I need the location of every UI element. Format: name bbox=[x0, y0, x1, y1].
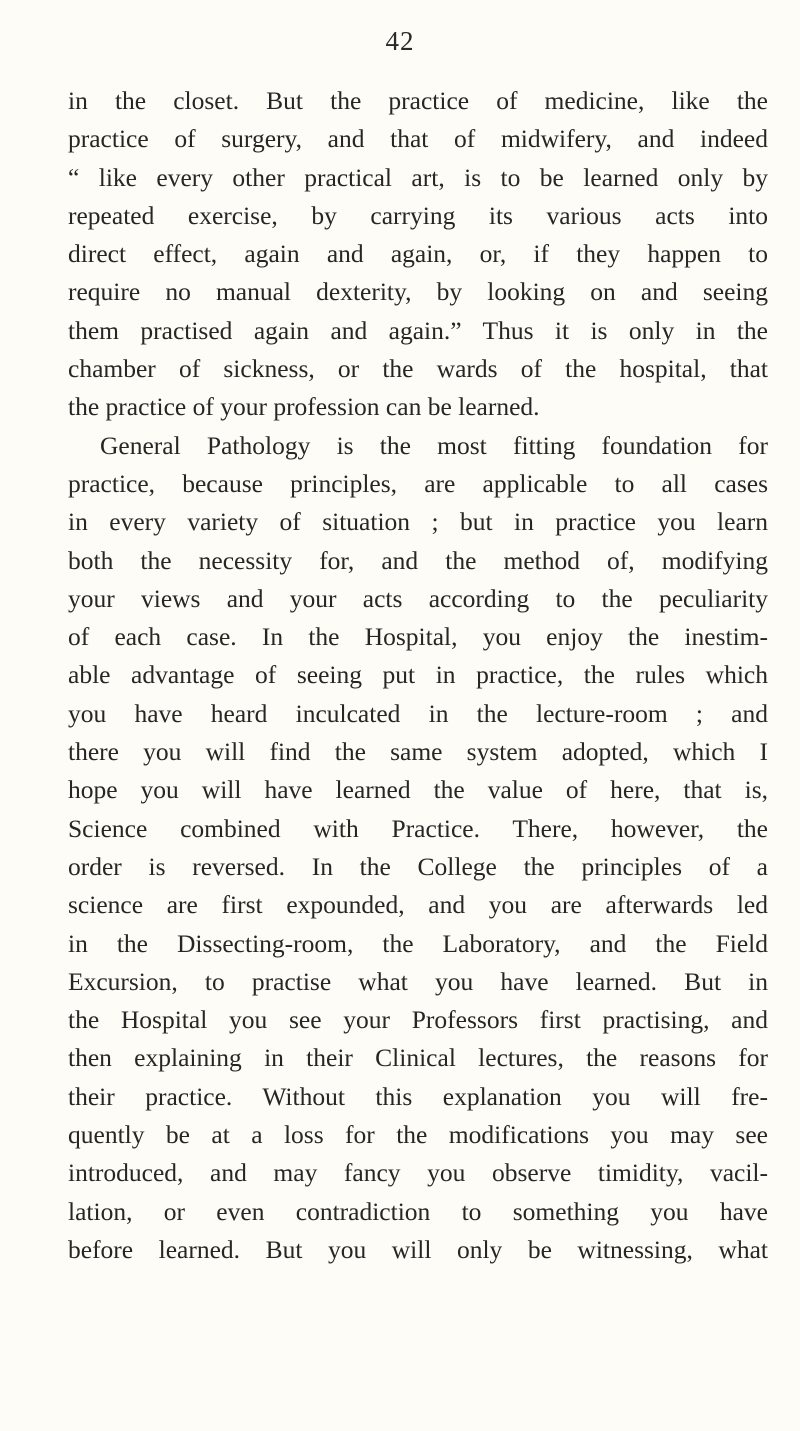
text-line: direct effect, again and again, or, if they happen to bbox=[68, 239, 768, 269]
text-line: chamber of sickness, or the wards of the hospital, that bbox=[68, 354, 768, 384]
text-line: your views and your acts according to the peculiarity bbox=[68, 583, 768, 613]
text-line: able advantage of seeing put in practice, the rules which bbox=[68, 660, 768, 690]
text-line: hope you will have learned the value of here, that is, bbox=[68, 775, 768, 805]
text-line: require no manual dexterity, by looking on and seeing bbox=[68, 277, 768, 307]
text-line: then explaining in their Clinical lectures, the reasons for bbox=[68, 1043, 768, 1073]
text-line: Excursion, to practise what you have learned. But in bbox=[68, 966, 768, 996]
body-text bbox=[68, 82, 768, 1269]
text-line: in the Dissecting-room, the Laboratory, and the Field bbox=[68, 928, 768, 958]
page-number: 42 bbox=[385, 26, 415, 56]
text-line: Science combined with Practice. There, however, the bbox=[68, 813, 768, 843]
paragraph-start-line: General Pathology is the most fitting foundation for bbox=[100, 430, 768, 460]
text-line: them practised again and again.” Thus it is only in the bbox=[68, 315, 768, 345]
text-line: the Hospital you see your Professors first practising, and bbox=[68, 1005, 768, 1035]
text-line: you have heard inculcated in the lecture-room ; and bbox=[68, 698, 768, 728]
text-line: practice, because principles, are applicable to all cases bbox=[68, 468, 768, 498]
text-line: introduced, and may fancy you observe timidity, vacil- bbox=[68, 1158, 768, 1188]
text-line: of each case. In the Hospital, you enjoy the inestim- bbox=[68, 622, 768, 652]
text-line: in every variety of situation ; but in practice you learn bbox=[68, 507, 768, 537]
text-line: both the necessity for, and the method of, modifying bbox=[68, 545, 768, 575]
text-line: in the closet. But the practice of medicine, like the bbox=[68, 86, 768, 115]
text-line: the practice of your profession can be learned. bbox=[68, 392, 540, 422]
text-line: order is reversed. In the College the principles of a bbox=[68, 851, 768, 881]
text-line: lation, or even contradiction to something you have bbox=[68, 1196, 768, 1226]
text-line: repeated exercise, by carrying its various acts into bbox=[68, 200, 768, 230]
text-line: quently be at a loss for the modifications you may see bbox=[68, 1120, 768, 1150]
text-line: science are first expounded, and you are afterwards led bbox=[68, 890, 768, 920]
text-line: there you will find the same system adopted, which I bbox=[68, 737, 768, 767]
text-line: “ like every other practical art, is to be learned only by bbox=[68, 162, 768, 192]
text-line: practice of surgery, and that of midwifery, and indeed bbox=[68, 124, 768, 154]
text-line: before learned. But you will only be witnessing, what bbox=[68, 1234, 768, 1264]
text-line: their practice. Without this explanation you will fre- bbox=[68, 1081, 768, 1111]
